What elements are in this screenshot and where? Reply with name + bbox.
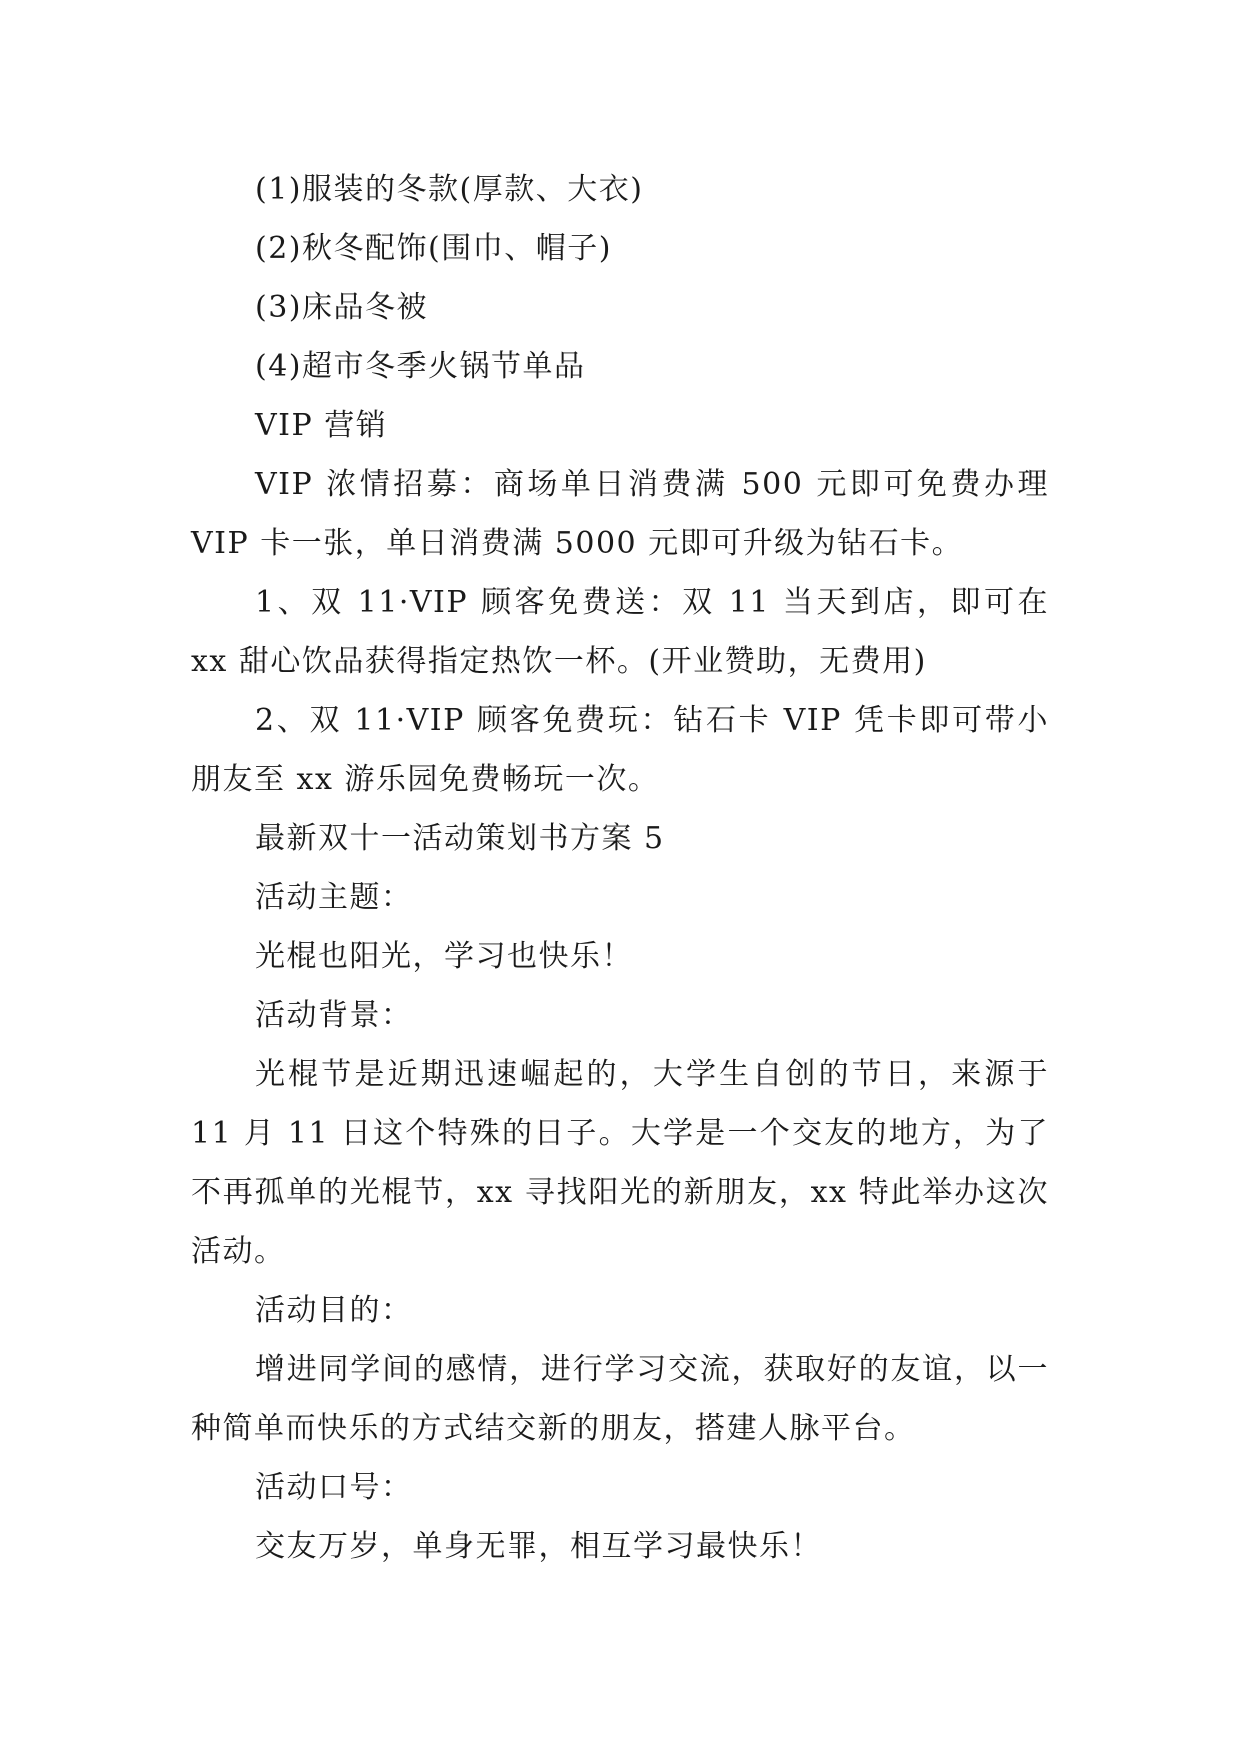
list-item-winter-clothing: (1)服装的冬款(厚款、大衣) (255, 172, 644, 207)
paragraph-background: 光棍节是近期迅速崛起的，大学生自创的节日，来源于 11 月 11 日这个特殊的日子。大学是一个交友的地方，为了不再孤单的光棍节，xx 寻找阳光的新朋友，xx 特此举办这次活动。 (191, 1057, 1049, 1269)
paragraph-theme: 光棍也阳光，学习也快乐！ (255, 939, 633, 974)
heading-purpose: 活动目的： (255, 1293, 413, 1328)
list-item-hotpot: (4)超市冬季火锅节单品 (255, 349, 586, 384)
paragraph-purpose: 增进同学间的感情，进行学习交流，获取好的友谊，以一种简单而快乐的方式结交新的朋友，搭建人脉平台。 (191, 1352, 1049, 1446)
heading-background: 活动背景： (255, 998, 413, 1033)
section-heading-vip: VIP 营销 (255, 408, 388, 443)
paragraph-slogan: 交友万岁，单身无罪，相互学习最快乐！ (255, 1529, 822, 1564)
paragraph-vip-free-gift: 1、双 11·VIP 顾客免费送：双 11 当天到店，即可在 xx 甜心饮品获得指定热饮一杯。(开业赞助，无费用) (191, 585, 1049, 679)
section-title-plan-5: 最新双十一活动策划书方案 5 (255, 821, 665, 856)
heading-theme: 活动主题： (255, 880, 413, 915)
paragraph-vip-free-play: 2、双 11·VIP 顾客免费玩：钻石卡 VIP 凭卡即可带小朋友至 xx 游乐园免费畅玩一次。 (191, 703, 1049, 797)
list-item-accessories: (2)秋冬配饰(围巾、帽子) (255, 231, 612, 266)
paragraph-vip-recruit: VIP 浓情招募：商场单日消费满 500 元即可免费办理 VIP 卡一张，单日消费满 5000 元即可升级为钻石卡。 (191, 467, 1049, 561)
list-item-bedding: (3)床品冬被 (255, 290, 428, 325)
document-body (191, 160, 1049, 1576)
heading-slogan: 活动口号： (255, 1470, 413, 1505)
